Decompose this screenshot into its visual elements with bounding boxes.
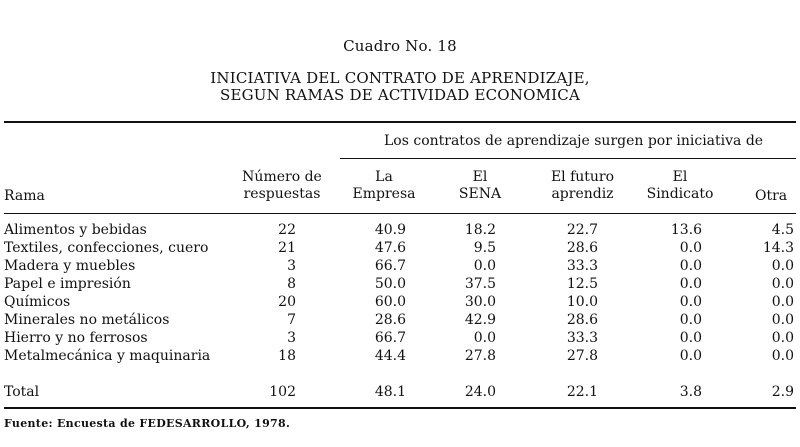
header-sindicato-line1: El — [672, 169, 688, 185]
cell-rama: Químicos — [4, 294, 71, 310]
cell-sena: 24.0 — [464, 384, 496, 400]
cell-empresa: 66.7 — [374, 330, 406, 346]
table-title-line-2: SEGUN RAMAS DE ACTIVIDAD ECONOMICA — [219, 86, 581, 104]
header-respuestas-line2: respuestas — [243, 186, 321, 202]
cell-sena: 0.0 — [473, 258, 496, 274]
cell-sindicato: 0.0 — [679, 294, 702, 310]
cell-respuestas: 22 — [278, 222, 296, 238]
cell-aprendiz: 33.3 — [566, 258, 598, 274]
cell-aprendiz: 28.6 — [566, 240, 598, 256]
cell-aprendiz: 22.1 — [566, 384, 598, 400]
cell-aprendiz: 27.8 — [566, 348, 598, 364]
cell-sindicato: 0.0 — [679, 258, 702, 274]
table-row — [0, 330, 800, 348]
cell-sindicato: 0.0 — [679, 330, 702, 346]
span-header-rule — [340, 158, 796, 159]
cell-sindicato: 13.6 — [670, 222, 702, 238]
cell-respuestas: 21 — [278, 240, 296, 256]
header-respuestas-line1: Número de — [242, 169, 322, 185]
table-row — [0, 240, 800, 258]
top-rule — [4, 121, 796, 123]
header-respuestas — [232, 169, 332, 203]
cell-empresa: 40.9 — [374, 222, 406, 238]
cell-otra: 0.0 — [771, 258, 794, 274]
cell-empresa: 48.1 — [374, 384, 406, 400]
source-note: Fuente: Encuesta de FEDESARROLLO, 1978. — [4, 417, 291, 430]
header-empresa-line1: La — [375, 169, 393, 185]
span-header: Los contratos de aprendizaje surgen por iniciativa de — [384, 133, 764, 149]
bottom-rule — [4, 407, 796, 409]
table-title-line-1: INICIATIVA DEL CONTRATO DE APRENDIZAJE, — [210, 69, 590, 87]
cell-otra: 0.0 — [771, 294, 794, 310]
cell-empresa: 50.0 — [374, 276, 406, 292]
cell-respuestas: 3 — [287, 330, 296, 346]
cell-sena: 9.5 — [473, 240, 496, 256]
cell-empresa: 47.6 — [374, 240, 406, 256]
header-sindicato-line2: Sindicato — [646, 186, 714, 202]
cell-sena: 30.0 — [464, 294, 496, 310]
header-aprendiz — [535, 169, 630, 203]
cell-aprendiz: 12.5 — [566, 276, 598, 292]
cell-rama: Alimentos y bebidas — [4, 222, 147, 238]
table-row — [0, 312, 800, 330]
cell-otra: 4.5 — [771, 222, 794, 238]
header-aprendiz-line2: aprendiz — [551, 186, 614, 202]
cell-sindicato: 0.0 — [679, 312, 702, 328]
cell-rama: Hierro y no ferrosos — [4, 330, 148, 346]
table-caption: Cuadro No. 18 — [343, 37, 457, 55]
header-sindicato — [640, 169, 720, 203]
cell-rama: Textiles, confecciones, cuero — [4, 240, 209, 256]
cell-respuestas: 102 — [269, 384, 296, 400]
cell-rama: Papel e impresión — [4, 276, 131, 292]
header-aprendiz-line1: El futuro — [550, 169, 615, 185]
cell-aprendiz: 22.7 — [566, 222, 598, 238]
cell-sena: 27.8 — [464, 348, 496, 364]
cell-sena: 0.0 — [473, 330, 496, 346]
cell-empresa: 44.4 — [374, 348, 406, 364]
cell-sindicato: 3.8 — [679, 384, 702, 400]
cell-sena: 18.2 — [464, 222, 496, 238]
table-row — [0, 258, 800, 276]
cell-respuestas: 7 — [287, 312, 296, 328]
header-otra: Otra — [755, 188, 788, 204]
cell-respuestas: 3 — [287, 258, 296, 274]
cell-otra: 0.0 — [771, 312, 794, 328]
cell-otra: 0.0 — [771, 276, 794, 292]
header-empresa-line2: Empresa — [352, 186, 416, 202]
table-row — [0, 276, 800, 294]
cell-respuestas: 18 — [278, 348, 296, 364]
table-row — [0, 294, 800, 312]
header-sena-line1: El — [472, 169, 488, 185]
table-row — [0, 222, 800, 240]
cell-otra: 0.0 — [771, 348, 794, 364]
cell-empresa: 28.6 — [374, 312, 406, 328]
cell-respuestas: 8 — [287, 276, 296, 292]
cell-sena: 37.5 — [464, 276, 496, 292]
cell-aprendiz: 10.0 — [566, 294, 598, 310]
cell-sindicato: 0.0 — [679, 348, 702, 364]
cell-sindicato: 0.0 — [679, 276, 702, 292]
cell-otra: 0.0 — [771, 330, 794, 346]
cell-rama: Minerales no metálicos — [4, 312, 170, 328]
cell-respuestas: 20 — [278, 294, 296, 310]
header-sena-line2: SENA — [458, 186, 502, 202]
cell-sena: 42.9 — [464, 312, 496, 328]
total-row — [0, 384, 800, 402]
cell-aprendiz: 33.3 — [566, 330, 598, 346]
cell-otra: 2.9 — [771, 384, 794, 400]
header-rama: Rama — [4, 188, 45, 204]
header-sena — [450, 169, 510, 203]
cell-empresa: 66.7 — [374, 258, 406, 274]
cell-rama: Total — [4, 384, 40, 400]
cell-rama: Madera y muebles — [4, 258, 136, 274]
cell-sindicato: 0.0 — [679, 240, 702, 256]
header-empresa — [344, 169, 424, 203]
cell-otra: 14.3 — [762, 240, 794, 256]
cell-rama: Metalmecánica y maquinaria — [4, 348, 211, 364]
table-row — [0, 348, 800, 366]
header-rule — [4, 213, 796, 214]
cell-aprendiz: 28.6 — [566, 312, 598, 328]
cell-empresa: 60.0 — [374, 294, 406, 310]
